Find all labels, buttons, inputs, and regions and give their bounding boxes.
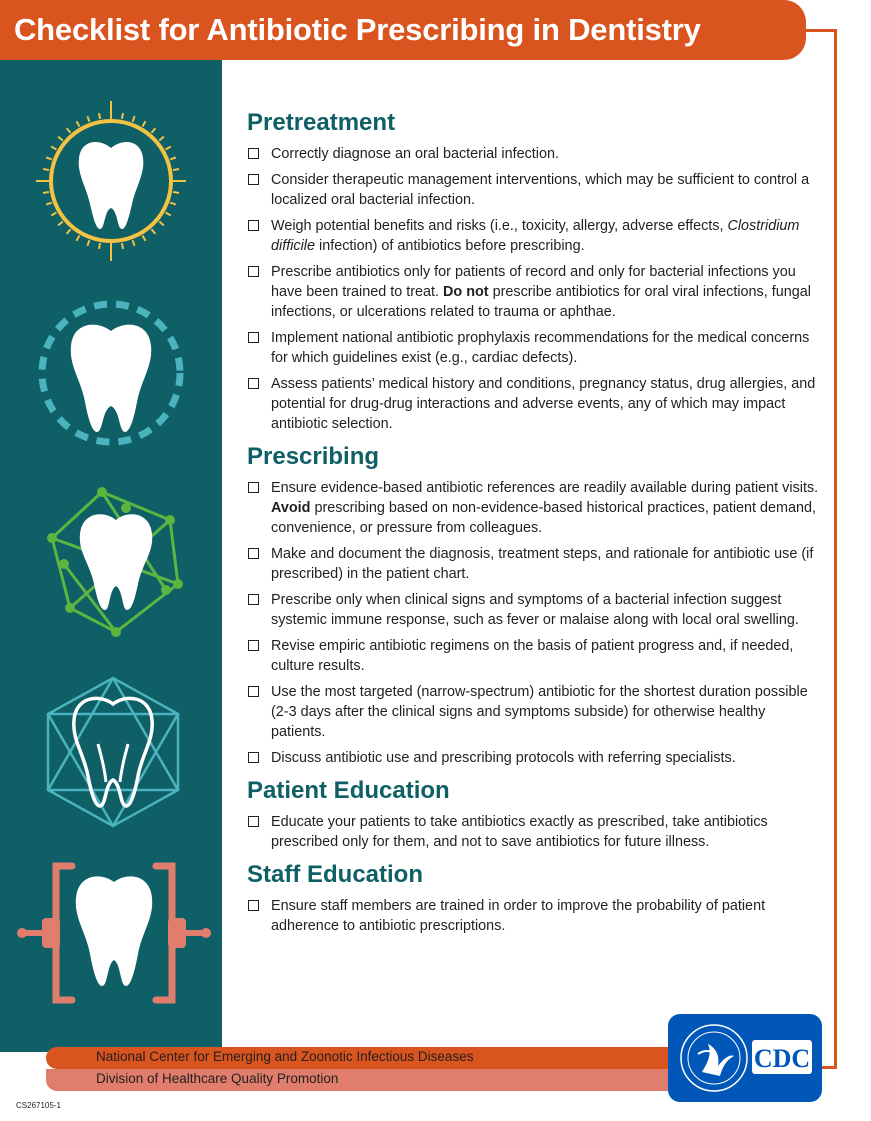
section-staff-education — [247, 860, 822, 936]
checklist-item — [247, 262, 822, 322]
checklist-item-text: Make and document the diagnosis, treatment steps, and rationale for antibiotic use (if prescribed) in the patient chart. — [271, 546, 814, 582]
document-code: CS267105-1 — [16, 1101, 61, 1110]
checklist — [247, 812, 822, 852]
tooth-with-network-icon — [36, 480, 196, 640]
section-pretreatment — [247, 108, 822, 434]
tooth-with-dial-icon — [36, 96, 186, 266]
footer-division-bar — [46, 1069, 686, 1091]
checkbox-icon[interactable] — [248, 548, 259, 559]
checklist-item-text: Discuss antibiotic use and prescribing protocols with referring specialists. — [271, 750, 736, 766]
checkbox-icon[interactable] — [248, 266, 259, 277]
checkbox-icon[interactable] — [248, 148, 259, 159]
checklist-item — [247, 374, 822, 434]
checkbox-icon[interactable] — [248, 900, 259, 911]
checklist-item-bold: Do not — [443, 284, 489, 300]
checklist-item — [247, 682, 822, 742]
checklist-item — [247, 748, 822, 768]
checklist-item — [247, 812, 822, 852]
checklist-item-bold: Avoid — [271, 500, 311, 516]
checklist-item-italic: Clostridium difficile — [271, 218, 800, 254]
section-heading: Pretreatment — [247, 109, 396, 136]
checkbox-icon[interactable] — [248, 594, 259, 605]
frame-line-right — [834, 29, 837, 1069]
checklist-item-text: prescribe antibiotics for oral viral infections, fungal infections, or ulcerations related to trauma or aphthae. — [271, 284, 811, 320]
sidebar — [0, 60, 222, 1052]
hhs-eagle-seal-icon — [681, 1025, 747, 1091]
checklist-item-text: Prescribe antibiotics only for patients of record and only for bacterial infections you have been trained to treat. — [271, 264, 796, 300]
tooth-with-dashed-ring-icon — [36, 298, 186, 448]
checklist-item-text: Assess patients’ medical history and conditions, pregnancy status, drug allergies, and potential for drug-drug interactions and adverse events, any of which may impact antibiotic selection. — [271, 376, 816, 432]
checklist-item — [247, 478, 822, 538]
checklist-item-text: infection) of antibiotics before prescribing. — [315, 238, 585, 254]
checklist — [247, 478, 822, 768]
checklist-content — [247, 108, 822, 942]
section-heading: Staff Education — [247, 861, 424, 888]
checkbox-icon[interactable] — [248, 686, 259, 697]
frame-line-top — [805, 29, 837, 32]
checkbox-icon[interactable] — [248, 752, 259, 763]
section-heading: Patient Education — [247, 777, 450, 804]
tooth-with-geodesic-icon — [40, 674, 186, 830]
checkbox-icon[interactable] — [248, 482, 259, 493]
checklist-item — [247, 328, 822, 368]
frame-line-bottom — [822, 1066, 837, 1069]
footer-division-name: Division of Healthcare Quality Promotion — [96, 1071, 339, 1086]
tooth-with-brackets-icon — [16, 860, 212, 1006]
checklist-item-text: Implement national antibiotic prophylaxis recommendations for the medical concerns for which guidelines exist (e.g., cardiac defects). — [271, 330, 810, 366]
checkbox-icon[interactable] — [248, 378, 259, 389]
checklist-item — [247, 216, 822, 256]
page-title: Checklist for Antibiotic Prescribing in Dentistry — [14, 12, 701, 47]
checklist-item-text: Prescribe only when clinical signs and symptoms of a bacterial infection suggest systemic immune response, such as fever or malaise along with local oral swelling. — [271, 592, 799, 628]
checklist-item-text: Revise empiric antibiotic regimens on the basis of patient progress and, if needed, culture results. — [271, 638, 794, 674]
title-bar — [0, 0, 806, 60]
checkbox-icon[interactable] — [248, 220, 259, 231]
footer-center-bar — [46, 1047, 686, 1069]
section-prescribing — [247, 442, 822, 768]
checklist-item-text: Ensure evidence-based antibiotic references are readily available during patient visits. — [271, 480, 819, 496]
checkbox-icon[interactable] — [248, 332, 259, 343]
checklist-item — [247, 636, 822, 676]
checkbox-icon[interactable] — [248, 816, 259, 827]
checklist-item — [247, 544, 822, 584]
footer-center-name: National Center for Emerging and Zoonotic Infectious Diseases — [96, 1049, 474, 1064]
cdc-logo-badge — [668, 1014, 822, 1102]
checkbox-icon[interactable] — [248, 174, 259, 185]
checklist-item — [247, 896, 822, 936]
checklist-item — [247, 170, 822, 210]
checklist-item-text: Use the most targeted (narrow-spectrum) antibiotic for the shortest duration possible (2-3 days after the clinical signs and symptoms subside) for otherwise healthy patients. — [271, 684, 808, 740]
section-heading: Prescribing — [247, 443, 380, 470]
checklist — [247, 144, 822, 434]
checklist-item — [247, 144, 822, 164]
checklist-item-text: Ensure staff members are trained in order to improve the probability of patient adherence to antibiotic prescriptions. — [271, 898, 766, 934]
checkbox-icon[interactable] — [248, 640, 259, 651]
checklist-item-text: Weigh potential benefits and risks (i.e., toxicity, allergy, adverse effects, — [271, 218, 728, 234]
checklist-item-text: Educate your patients to take antibiotics exactly as prescribed, take antibiotics prescribed only for them, and not to save antibiotics for future illness. — [271, 814, 768, 850]
checklist-item-text: Correctly diagnose an oral bacterial infection. — [271, 146, 559, 162]
checklist-item-text: prescribing based on non-evidence-based historical practices, patient demand, convenience, or pressure from colleagues. — [271, 500, 817, 536]
checklist-item-text: Consider therapeutic management interventions, which may be sufficient to control a localized oral bacterial infection. — [271, 172, 810, 208]
section-patient-education — [247, 776, 822, 852]
cdc-logo-text: CDC — [753, 1044, 811, 1073]
checklist — [247, 896, 822, 936]
checklist-item — [247, 590, 822, 630]
